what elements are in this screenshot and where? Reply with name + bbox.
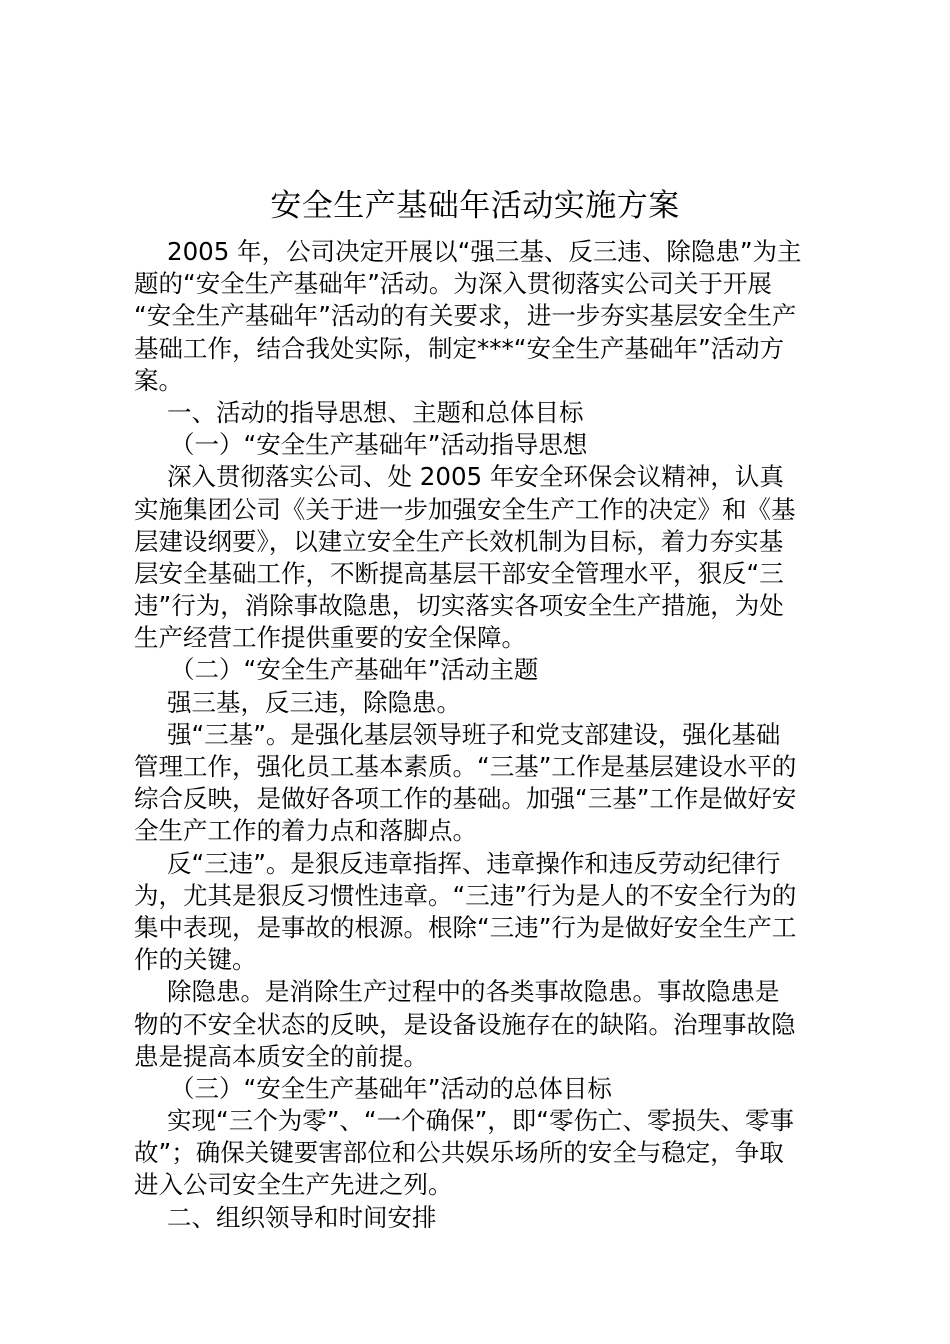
paragraph-line: 全生产工作的着力点和落脚点。 xyxy=(134,816,477,846)
paragraph-line: 2005 年，公司决定开展以“强三基、反三违、除隐患”为主 xyxy=(167,237,802,266)
paragraph-line: 实施集团公司《关于进一步加强安全生产工作的决定》和《基 xyxy=(134,494,796,524)
paragraph-line: 案。 xyxy=(134,365,183,395)
section-heading: 一、活动的指导思想、主题和总体目标 xyxy=(167,397,584,427)
paragraph-line: 强三基，反三违，除隐患。 xyxy=(167,687,461,717)
paragraph-line: 集中表现，是事故的根源。根除“三违”行为是做好安全生产工 xyxy=(134,912,797,942)
paragraph-line: 综合反映，是做好各项工作的基础。加强“三基”工作是做好安 xyxy=(134,784,797,814)
document-title: 安全生产基础年活动实施方案 xyxy=(270,188,680,224)
paragraph-line: 层建设纲要》，以建立安全生产长效机制为目标，着力夯实基 xyxy=(134,526,784,556)
paragraph-line: 除隐患。是消除生产过程中的各类事故隐患。事故隐患是 xyxy=(167,977,780,1007)
paragraph-line: 管理工作，强化员工基本素质。“三基”工作是基层建设水平的 xyxy=(134,752,797,781)
subsection-heading: （三）“安全生产基础年”活动的总体目标 xyxy=(170,1073,612,1103)
paragraph-line: 进入公司安全生产先进之列。 xyxy=(134,1170,453,1200)
section-heading: 二、组织领导和时间安排 xyxy=(167,1202,437,1232)
document-body xyxy=(134,236,834,1234)
paragraph-line: 层安全基础工作，不断提高基层干部安全管理水平，狠反“三 xyxy=(134,558,784,588)
paragraph-line: 为，尤其是狠反习惯性违章。“三违”行为是人的不安全行为的 xyxy=(134,880,797,910)
paragraph-line: 生产经营工作提供重要的安全保障。 xyxy=(134,623,526,653)
paragraph-line: 患是提高本质安全的前提。 xyxy=(134,1041,428,1071)
paragraph-line: 作的关键。 xyxy=(134,945,257,975)
paragraph-line: 物的不安全状态的反映，是设备设施存在的缺陷。治理事故隐 xyxy=(134,1009,796,1039)
paragraph-line: 深入贯彻落实公司、处 2005 年安全环保会议精神，认真 xyxy=(167,462,784,492)
paragraph-line: 题的“安全生产基础年”活动。为深入贯彻落实公司关于开展 xyxy=(134,269,772,299)
paragraph-line: 故”；确保关键要害部位和公共娱乐场所的安全与稳定，争取 xyxy=(134,1138,784,1168)
paragraph-line: 反“三违”。是狠反违章指挥、违章操作和违反劳动纪律行 xyxy=(167,848,781,878)
paragraph-line: 实现“三个为零”、“一个确保”，即“零伤亡、零损失、零事 xyxy=(167,1106,794,1136)
paragraph-line: 强“三基”。是强化基层领导班子和党支部建设，强化基础 xyxy=(167,719,781,749)
subsection-heading: （二）“安全生产基础年”活动主题 xyxy=(170,655,539,685)
paragraph-line: 基础工作，结合我处实际，制定***“安全生产基础年”活动方 xyxy=(134,333,785,363)
paragraph-line: 违”行为，消除事故隐患，切实落实各项安全生产措施，为处 xyxy=(134,591,784,621)
subsection-heading: （一）“安全生产基础年”活动指导思想 xyxy=(170,430,588,460)
paragraph-line: “安全生产基础年”活动的有关要求，进一步夯实基层安全生产 xyxy=(134,301,797,331)
